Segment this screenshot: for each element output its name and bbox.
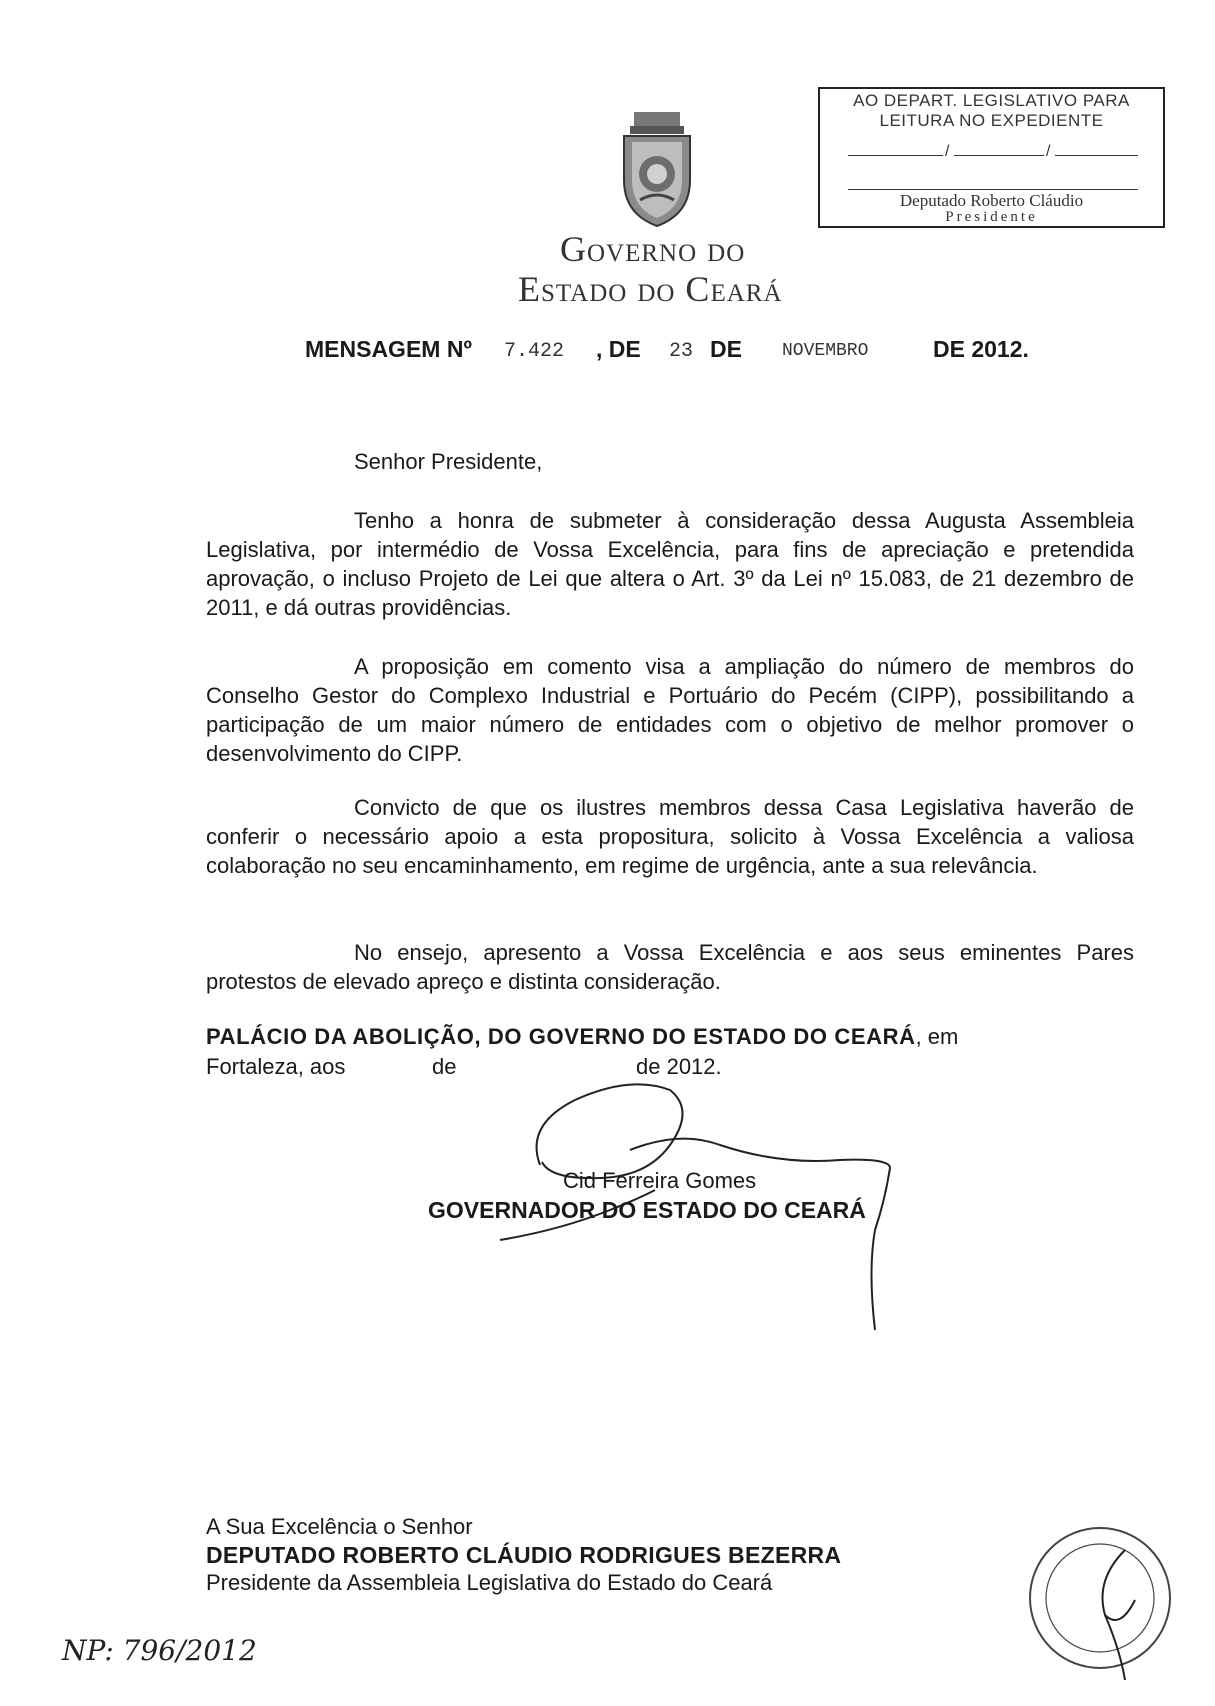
government-title-line-1: Governo do <box>560 229 746 269</box>
pge-seal-icon <box>1025 1520 1175 1680</box>
message-label: MENSAGEM Nº <box>305 336 472 362</box>
coat-of-arms-icon <box>612 110 702 230</box>
stamp-line-1: AO DEPART. LEGISLATIVO PARA <box>853 91 1130 110</box>
closing-year: de 2012. <box>636 1054 722 1079</box>
paragraph-2: A proposição em comento visa a ampliação do número de membros do Conselho Gestor do Complexo Industrial e Portuário do Pecém (CIPP), possibilitando a participação de um maior número de entidades com o objetivo de melhor promover o desenvolvimento do CIPP. <box>206 654 1134 766</box>
handwritten-protocol-note: NP: 796/2012 <box>62 1634 257 1667</box>
addressee-line-3: Presidente da Assembleia Legislativa do Estado do Ceará <box>206 1570 773 1595</box>
date-separator: / <box>1046 143 1051 160</box>
addressee-line-1: A Sua Excelência o Senhor <box>206 1514 473 1539</box>
closing-line <box>206 1024 1134 1050</box>
signatory-name: Cid Ferreira Gomes <box>563 1168 757 1193</box>
paragraph-4: No ensejo, apresento a Vossa Excelência e aos seus eminentes Pares protestos de elevado apreço e distinta consideração. <box>206 940 1134 994</box>
stamp-date-blanks <box>848 143 1138 163</box>
stamp-name: Deputado Roberto Cláudio <box>899 191 1084 210</box>
message-number: 7.422 <box>504 340 565 363</box>
message-day: 23 <box>669 340 694 363</box>
message-month: NOVEMBRO <box>782 341 869 361</box>
closing-city: Fortaleza, aos <box>206 1054 346 1079</box>
date-separator: / <box>945 143 950 160</box>
message-de-1: , DE <box>596 336 641 362</box>
stamp-signature-line <box>848 189 1138 190</box>
addressee-name: DEPUTADO ROBERTO CLÁUDIO RODRIGUES BEZERRA <box>206 1542 842 1568</box>
paragraph-3: Convicto de que os ilustres membros dessa Casa Legislativa haverão de conferir o necessário apoio a esta propositura, solicito à Vossa Excelência a valiosa colaboração no seu encaminhamento, em regime de urgência, ante a sua relevância. <box>206 795 1134 878</box>
stamp-line-2: LEITURA NO EXPEDIENTE <box>879 111 1104 130</box>
message-year: DE 2012. <box>933 336 1029 362</box>
message-de-2: DE <box>710 336 742 362</box>
closing-de: de <box>432 1054 457 1079</box>
signatory-title: GOVERNADOR DO ESTADO DO CEARÁ <box>428 1197 866 1223</box>
palace-tail: , em <box>915 1024 959 1049</box>
government-title-line-2: Estado do Ceará <box>518 269 783 309</box>
reading-stamp <box>818 87 1165 228</box>
paragraph-1: Tenho a honra de submeter à consideração dessa Augusta Assembleia Legislativa, por intermédio de Vossa Excelência, para fins de apreciação e pretendida aprovação, o incluso Projeto de Lei que altera o Art. 3º da Lei nº 15.083, de 21 dezembro de 2011, e dá outras providências. <box>206 508 1134 620</box>
greeting: Senhor Presidente, <box>354 449 543 474</box>
stamp-role: Presidente <box>945 209 1038 225</box>
palace-name: PALÁCIO DA ABOLIÇÃO, DO GOVERNO DO ESTADO DO CEARÁ <box>206 1024 916 1049</box>
